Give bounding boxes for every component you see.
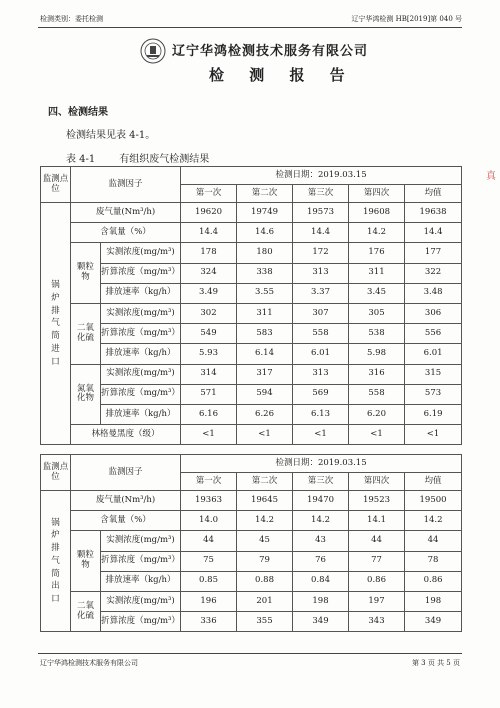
value-cell: 558: [349, 384, 405, 404]
value-cell: 77: [349, 551, 405, 571]
detection-date: 检测日期：2019.03.15: [181, 167, 462, 185]
pollutant-group: 颗粒物: [71, 531, 101, 592]
value-cell: 76: [293, 551, 349, 571]
value-cell: 338: [237, 263, 293, 283]
value-cell: 19608: [349, 203, 405, 223]
value-cell: 78: [405, 551, 462, 571]
value-cell: 324: [181, 263, 237, 283]
run-header: 第一次: [181, 473, 237, 491]
value-cell: 14.2: [349, 223, 405, 243]
company-name: 辽宁华鸿检测技术服务有限公司: [172, 44, 369, 59]
value-cell: <1: [405, 425, 462, 445]
value-cell: 172: [293, 243, 349, 263]
value-cell: 336: [181, 612, 237, 632]
value-cell: <1: [293, 425, 349, 445]
value-cell: <1: [237, 425, 293, 445]
factor-label: 实测浓度(mg/m³): [101, 243, 181, 263]
value-cell: 305: [349, 303, 405, 323]
value-cell: 19749: [237, 203, 293, 223]
run-header: 第四次: [349, 473, 405, 491]
factor-label: 排放速率（kg/h）: [101, 404, 181, 424]
results-table-inlet: [40, 166, 462, 445]
value-cell: 19523: [349, 491, 405, 511]
table-row: [41, 263, 462, 283]
value-cell: 0.84: [293, 571, 349, 591]
value-cell: 14.4: [181, 223, 237, 243]
value-cell: 196: [181, 591, 237, 611]
monitor-point: 锅炉排气筒出口: [41, 491, 71, 632]
factor-label: 折算浓度（mg/m³）: [101, 551, 181, 571]
value-cell: 322: [405, 263, 462, 283]
value-cell: 44: [405, 531, 462, 551]
table-row: [41, 551, 462, 571]
run-header: 第三次: [293, 473, 349, 491]
pollutant-group: 二氧化硫: [71, 303, 101, 364]
factor-label: 实测浓度(mg/m³): [101, 531, 181, 551]
value-cell: 6.01: [293, 344, 349, 364]
value-cell: 355: [237, 612, 293, 632]
table-row: [41, 303, 462, 323]
value-cell: 19363: [181, 491, 237, 511]
value-cell: 79: [237, 551, 293, 571]
header-row: [41, 455, 462, 473]
monitor-factor-header: 监测因子: [71, 167, 181, 203]
run-header: 第二次: [237, 185, 293, 203]
value-cell: 14.6: [237, 223, 293, 243]
factor-label: 排放速率（kg/h）: [101, 283, 181, 303]
company-logo-icon: [140, 38, 166, 64]
value-cell: 3.55: [237, 283, 293, 303]
stamp-mark: 真: [486, 171, 496, 182]
table-row: [41, 425, 462, 445]
value-cell: 19470: [293, 491, 349, 511]
value-cell: 6.01: [405, 344, 462, 364]
value-cell: 0.85: [181, 571, 237, 591]
factor-label: 实测浓度(mg/m³): [101, 591, 181, 611]
factor-label: 实测浓度(mg/m³): [101, 364, 181, 384]
value-cell: 14.0: [181, 511, 237, 531]
value-cell: 6.26: [237, 404, 293, 424]
value-cell: 0.88: [237, 571, 293, 591]
section-heading: 四、检测结果: [48, 107, 108, 118]
table-row: [41, 531, 462, 551]
value-cell: 19620: [181, 203, 237, 223]
value-cell: 14.4: [405, 223, 462, 243]
value-cell: 178: [181, 243, 237, 263]
monitor-point-header: 监测点位: [41, 167, 71, 203]
value-cell: 349: [405, 612, 462, 632]
value-cell: 307: [293, 303, 349, 323]
table-row: [41, 511, 462, 531]
value-cell: 19645: [237, 491, 293, 511]
value-cell: <1: [181, 425, 237, 445]
header-report-number: 辽宁华鸿检测 HB[2019]第 040 号: [351, 15, 462, 23]
value-cell: 19500: [405, 491, 462, 511]
table-number: 表 4-1: [66, 154, 96, 165]
table-row: [41, 591, 462, 611]
factor-label: 折算浓度（mg/m³）: [101, 384, 181, 404]
table-row: [41, 243, 462, 263]
run-header: 第二次: [237, 473, 293, 491]
value-cell: 6.19: [405, 404, 462, 424]
table-caption: [66, 150, 233, 165]
footer-divider: [38, 653, 462, 654]
value-cell: 3.37: [293, 283, 349, 303]
value-cell: 14.2: [293, 511, 349, 531]
value-cell: 44: [349, 531, 405, 551]
value-cell: 14.1: [349, 511, 405, 531]
value-cell: 6.13: [293, 404, 349, 424]
table-row: [41, 344, 462, 364]
value-cell: 538: [349, 324, 405, 344]
value-cell: 316: [349, 364, 405, 384]
value-cell: 349: [293, 612, 349, 632]
value-cell: 198: [405, 591, 462, 611]
factor-label: 废气量(Nm³/h): [71, 203, 181, 223]
section-paragraph: 检测结果见表 4-1。: [66, 130, 156, 141]
value-cell: 6.16: [181, 404, 237, 424]
factor-label: 排放速率（kg/h）: [101, 344, 181, 364]
value-cell: 343: [349, 612, 405, 632]
value-cell: 19638: [405, 203, 462, 223]
value-cell: 313: [293, 263, 349, 283]
table-title: 有组织废气检测结果: [119, 154, 210, 165]
footer-page-number: 第 3 页 共 5 页: [411, 659, 460, 667]
value-cell: 306: [405, 303, 462, 323]
table-row: [41, 384, 462, 404]
pollutant-group: 二氧化硫: [71, 591, 101, 631]
factor-label: 实测浓度(mg/m³): [101, 303, 181, 323]
value-cell: 19573: [293, 203, 349, 223]
monitor-factor-header: 监测因子: [71, 455, 181, 491]
value-cell: 44: [181, 531, 237, 551]
value-cell: 0.86: [349, 571, 405, 591]
value-cell: 558: [293, 324, 349, 344]
factor-label: 含氧量（%）: [71, 223, 181, 243]
value-cell: 6.20: [349, 404, 405, 424]
value-cell: 317: [237, 364, 293, 384]
pollutant-group: 氮氧化物: [71, 364, 101, 425]
pollutant-group: 颗粒物: [71, 243, 101, 304]
value-cell: 569: [293, 384, 349, 404]
value-cell: 5.98: [349, 344, 405, 364]
run-header: 第三次: [293, 185, 349, 203]
value-cell: 0.86: [405, 571, 462, 591]
run-header: 均值: [405, 473, 462, 491]
value-cell: 594: [237, 384, 293, 404]
value-cell: 6.14: [237, 344, 293, 364]
value-cell: 302: [181, 303, 237, 323]
value-cell: 197: [349, 591, 405, 611]
value-cell: 556: [405, 324, 462, 344]
value-cell: 315: [405, 364, 462, 384]
detection-date: 检测日期：2019.03.15: [181, 455, 462, 473]
table-row: [41, 223, 462, 243]
value-cell: 176: [349, 243, 405, 263]
factor-label: 折算浓度（mg/m³）: [101, 263, 181, 283]
table-row: [41, 324, 462, 344]
value-cell: 43: [293, 531, 349, 551]
value-cell: 3.45: [349, 283, 405, 303]
value-cell: 549: [181, 324, 237, 344]
factor-label: 排放速率（kg/h）: [101, 571, 181, 591]
value-cell: 313: [293, 364, 349, 384]
results-table-outlet: [40, 454, 462, 632]
value-cell: 177: [405, 243, 462, 263]
table-row: [41, 203, 462, 223]
table-row: [41, 283, 462, 303]
header-category: 检测类别：委托检测: [40, 15, 103, 23]
value-cell: 314: [181, 364, 237, 384]
value-cell: 3.49: [181, 283, 237, 303]
monitor-point-header: 监测点位: [41, 455, 71, 491]
value-cell: 3.48: [405, 283, 462, 303]
table-row: [41, 612, 462, 632]
value-cell: 201: [237, 591, 293, 611]
value-cell: <1: [349, 425, 405, 445]
run-header: 第一次: [181, 185, 237, 203]
run-header: 均值: [405, 185, 462, 203]
header-divider: [38, 27, 462, 28]
report-title: 检 测 报 告: [209, 66, 355, 84]
value-cell: 571: [181, 384, 237, 404]
value-cell: 573: [405, 384, 462, 404]
factor-label: 含氧量（%）: [71, 511, 181, 531]
factor-label: 废气量(Nm³/h): [71, 491, 181, 511]
table-row: [41, 491, 462, 511]
value-cell: 311: [349, 263, 405, 283]
value-cell: 75: [181, 551, 237, 571]
value-cell: 14.2: [237, 511, 293, 531]
value-cell: 5.93: [181, 344, 237, 364]
run-header: 第四次: [349, 185, 405, 203]
factor-label: 折算浓度（mg/m³）: [101, 324, 181, 344]
monitor-point: 锅炉排气筒进口: [41, 203, 71, 445]
value-cell: 14.4: [293, 223, 349, 243]
value-cell: 583: [237, 324, 293, 344]
factor-label: 林格曼黑度（级）: [71, 425, 181, 445]
factor-label: 折算浓度（mg/m³）: [101, 612, 181, 632]
table-row: [41, 571, 462, 591]
value-cell: 14.2: [405, 511, 462, 531]
value-cell: 180: [237, 243, 293, 263]
value-cell: 198: [293, 591, 349, 611]
table-row: [41, 364, 462, 384]
table-row: [41, 404, 462, 424]
header-row: [41, 167, 462, 185]
value-cell: 311: [237, 303, 293, 323]
footer-company: 辽宁华鸿检测技术服务有限公司: [40, 659, 138, 667]
value-cell: 45: [237, 531, 293, 551]
